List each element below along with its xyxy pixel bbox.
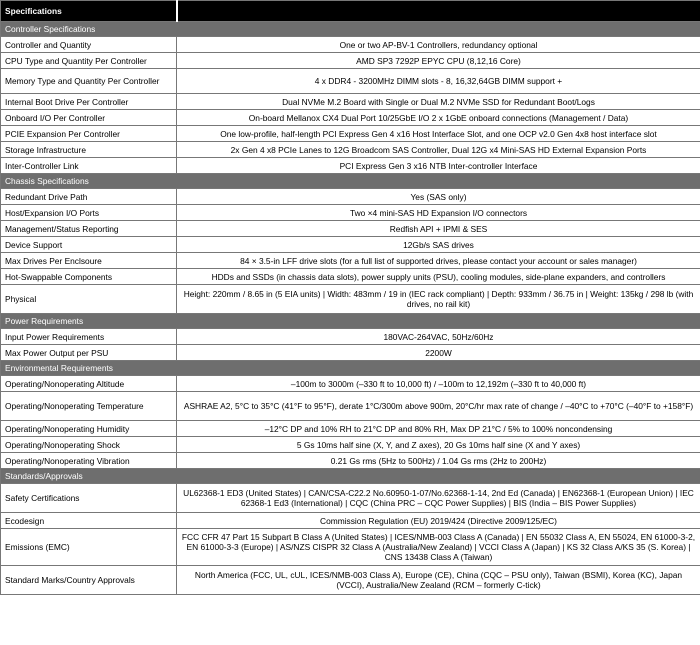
spec-label: CPU Type and Quantity Per Controller [1,53,177,69]
spec-label: Standard Marks/Country Approvals [1,566,177,595]
table-header-blank [177,1,700,22]
spec-label: Management/Status Reporting [1,221,177,237]
spec-label: Operating/Nonoperating Humidity [1,421,177,437]
spec-value: 5 Gs 10ms half sine (X, Y, and Z axes), 20 Gs 10ms half sine (X and Y axes) [177,437,700,453]
table-row [1,529,700,566]
table-row [1,484,700,513]
spec-label: Onboard I/O Per Controller [1,110,177,126]
spec-label: Operating/Nonoperating Temperature [1,392,177,421]
table-row [1,69,700,94]
section-header-row [1,174,700,189]
table-row [1,513,700,529]
table-row [1,53,700,69]
spec-label: Internal Boot Drive Per Controller [1,94,177,110]
spec-label: Memory Type and Quantity Per Controller [1,69,177,94]
table-row [1,237,700,253]
spec-value: 2x Gen 4 x8 PCIe Lanes to 12G Broadcom SAS Controller, Dual 12G x4 Mini-SAS HD External Expansion Ports [177,142,700,158]
table-row [1,345,700,361]
spec-value: North America (FCC, UL, cUL, ICES/NMB-003 Class A), Europe (CE), China (CQC – PSU only), Taiwan (BSMI), Korea (KC), Japan (VCCI), Australia/New Zealand (RCM – formerly C-tick) [177,566,700,595]
table-row [1,94,700,110]
spec-value: HDDs and SSDs (in chassis data slots), power supply units (PSU), cooling modules, side-plane expanders, and controllers [177,269,700,285]
spec-label: PCIE Expansion Per Controller [1,126,177,142]
table-row [1,253,700,269]
spec-value: 0.21 Gs rms (5Hz to 500Hz) / 1.04 Gs rms (2Hz to 200Hz) [177,453,700,469]
spec-value: FCC CFR 47 Part 15 Subpart B Class A (United States) | ICES/NMB-003 Class A (Canada) | EN 55032 Class A, EN 55024, EN 61000-3-2, EN 61000-3-3 (Europe) | AS/NZS CISPR 32 Class A (Australia/New Zealand) | VCCI Class A (Japan) | KS 32 Class A/KS 35 (S. Korea) | CNS 13438 Class A (Taiwan) [177,529,700,566]
table-row [1,285,700,314]
spec-label: Storage Infrastructure [1,142,177,158]
table-row [1,142,700,158]
spec-label: Physical [1,285,177,314]
table-title: Specifications [1,1,177,22]
spec-value: Redfish API + IPMI & SES [177,221,700,237]
table-row [1,205,700,221]
spec-label: Redundant Drive Path [1,189,177,205]
spec-value: –12°C DP and 10% RH to 21°C DP and 80% RH, Max DP 21°C / 5% to 100% noncondensing [177,421,700,437]
table-row [1,566,700,595]
spec-label: Controller and Quantity [1,37,177,53]
spec-label: Max Drives Per Enclsoure [1,253,177,269]
section-header-row [1,22,700,37]
table-row [1,437,700,453]
spec-label: Ecodesign [1,513,177,529]
spec-value: 2200W [177,345,700,361]
section-header-row [1,361,700,376]
spec-value: One or two AP-BV-1 Controllers, redundancy optional [177,37,700,53]
spec-value: PCI Express Gen 3 x16 NTB Inter-controller Interface [177,158,700,174]
spec-value: AMD SP3 7292P EPYC CPU (8,12,16 Core) [177,53,700,69]
spec-label: Input Power Requirements [1,329,177,345]
section-title: Chassis Specifications [1,174,700,189]
table-row [1,189,700,205]
spec-value: –100m to 3000m (–330 ft to 10,000 ft) / –100m to 12,192m (–330 ft to 40,000 ft) [177,376,700,392]
spec-label: Operating/Nonoperating Vibration [1,453,177,469]
spec-label: Host/Expansion I/O Ports [1,205,177,221]
table-row [1,158,700,174]
section-title: Power Requirements [1,314,700,329]
section-title: Controller Specifications [1,22,700,37]
table-row [1,126,700,142]
spec-value: Yes (SAS only) [177,189,700,205]
table-row [1,221,700,237]
spec-label: Operating/Nonoperating Shock [1,437,177,453]
spec-label: Inter-Controller Link [1,158,177,174]
table-row [1,269,700,285]
table-header-row [1,1,700,22]
spec-value: ASHRAE A2, 5°C to 35°C (41°F to 95°F), derate 1°C/300m above 900m, 20°C/hr max rate of change / –40°C to +70°C (–40°F to +158°F) [177,392,700,421]
spec-value: 84 × 3.5-in LFF drive slots (for a full list of supported drives, please contact your account or sales manager) [177,253,700,269]
table-row [1,110,700,126]
spec-label: Device Support [1,237,177,253]
spec-value: Two ×4 mini-SAS HD Expansion I/O connectors [177,205,700,221]
table-row [1,376,700,392]
table-row [1,453,700,469]
spec-label: Max Power Output per PSU [1,345,177,361]
spec-value: On-board Mellanox CX4 Dual Port 10/25GbE I/O 2 x 1GbE onboard connections (Management / Data) [177,110,700,126]
specifications-table-body [1,1,700,595]
spec-value: Height: 220mm / 8.65 in (5 EIA units) | Width: 483mm / 19 in (IEC rack compliant) | Depth: 933mm / 36.75 in | Weight: 135kg / 298 lb (with drives, no rail kit) [177,285,700,314]
spec-value: One low-profile, half-length PCI Express Gen 4 x16 Host Interface Slot, and one OCP v2.0 Gen 4x8 host interface slot [177,126,700,142]
spec-value: Dual NVMe M.2 Board with Single or Dual M.2 NVMe SSD for Redundant Boot/Logs [177,94,700,110]
table-row [1,392,700,421]
spec-value: Commission Regulation (EU) 2019/424 (Directive 2009/125/EC) [177,513,700,529]
spec-label: Hot-Swappable Components [1,269,177,285]
spec-label: Safety Certifications [1,484,177,513]
section-title: Standards/Approvals [1,469,700,484]
spec-value: 180VAC-264VAC, 50Hz/60Hz [177,329,700,345]
section-header-row [1,469,700,484]
spec-label: Emissions (EMC) [1,529,177,566]
spec-value: 4 x DDR4 - 3200MHz DIMM slots - 8, 16,32,64GB DIMM support + [177,69,700,94]
spec-value: 12Gb/s SAS drives [177,237,700,253]
spec-label: Operating/Nonoperating Altitude [1,376,177,392]
table-row [1,37,700,53]
spec-value: UL62368-1 ED3 (United States) | CAN/CSA-C22.2 No.60950-1-07/No.62368-1-14, 2nd Ed (Canada) | EN62368-1 (European Union) | IEC 62368-1 Ed3 (International) | CQC (China PRC – CQC Power Supplies) | BIS (India – BIS Power Supplies) [177,484,700,513]
table-row [1,329,700,345]
table-row [1,421,700,437]
section-title: Environmental Requirements [1,361,700,376]
section-header-row [1,314,700,329]
